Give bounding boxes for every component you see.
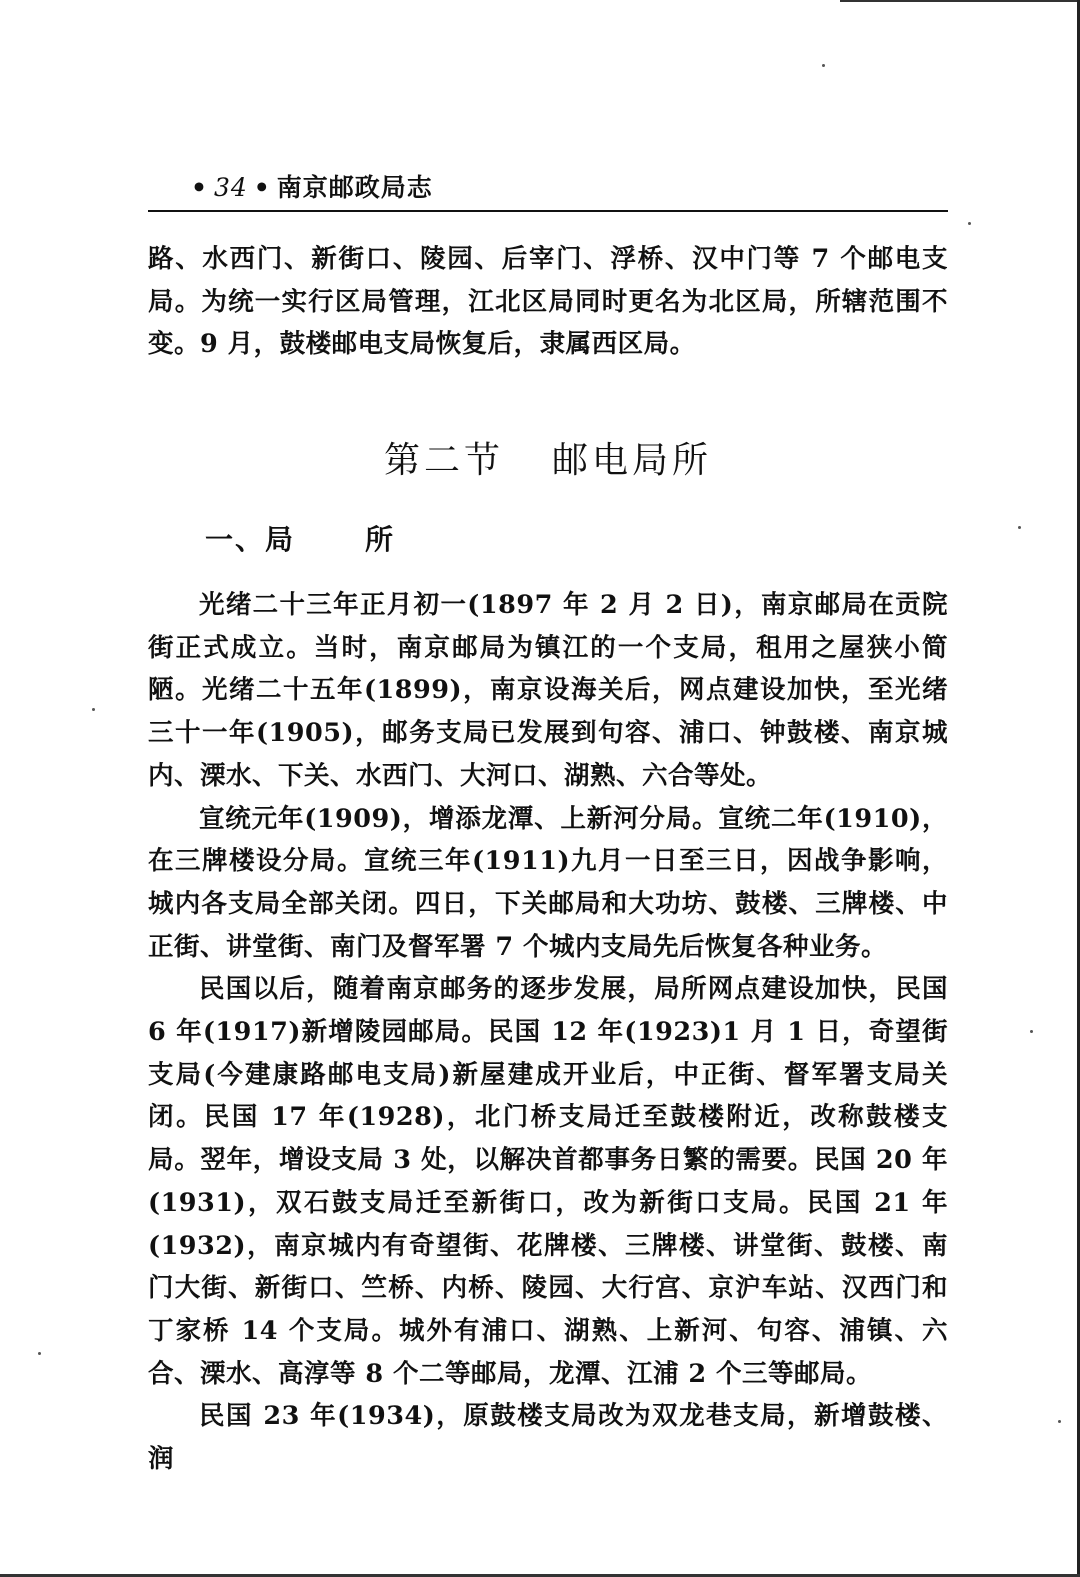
main-text — [148, 584, 948, 1481]
scan-edge-top — [840, 0, 1080, 2]
scan-speck — [1058, 1420, 1061, 1423]
page-number: 34 — [213, 173, 248, 202]
scan-speck — [1018, 526, 1021, 529]
section-heading — [148, 432, 948, 483]
scan-speck — [38, 1352, 41, 1355]
body-paragraph: 光绪二十三年正月初一(1897 年 2 月 2 日)，南京邮局在贡院街正式成立。当时，南京邮局为镇江的一个支局，租用之屋狭小简陋。光绪二十五年(1899)，南京设海关后，网点建设加快，至光绪三十一年(1905)，邮务支局已发展到句容、浦口、钟鼓楼、南京城内、溧水、下关、水西门、大河口、湖熟、六合等处。 — [148, 590, 948, 791]
header-bullet: • — [191, 173, 208, 202]
continuation-paragraph: 路、水西门、新街口、陵园、后宰门、浮桥、汉中门等 7 个邮电支局。为统一实行区局管理，江北区局同时更名为北区局，所辖范围不变。9 月，鼓楼邮电支局恢复后，隶属西区局。 — [148, 244, 948, 360]
scan-speck — [1030, 1030, 1033, 1033]
header-rule — [148, 210, 948, 212]
scan-speck — [92, 708, 95, 711]
subsection-number: 一、局 — [205, 523, 296, 556]
continuation-block — [148, 238, 948, 366]
section-number: 第二节 — [383, 440, 504, 481]
scan-speck — [968, 222, 971, 225]
body-paragraph: 民国以后，随着南京邮务的逐步发展，局所网点建设加快，民国 6 年(1917)新增陵园邮局。民国 12 年(1923)1 月 1 日，奇望街支局(今建康路邮电支局)新屋建成开业后，中正街、督军署支局关闭。民国 17 年(1928)，北门桥支局迁至鼓楼附近，改称鼓楼支局。翌年，增设支局 3 处，以解决首都事务日繁的需要。民国 20 年(1931)，双石鼓支局迁至新街口，改为新街口支局。民国 21 年(1932)，南京城内有奇望街、花牌楼、三牌楼、讲堂街、鼓楼、南门大街、新街口、竺桥、内桥、陵园、大行宫、京沪车站、汉西门和丁家桥 14 个支局。城外有浦口、湖熟、上新河、句容、浦镇、六合、溧水、高淳等 8 个二等邮局，龙潭、江浦 2 个三等邮局。 — [148, 974, 948, 1389]
subsection-title: 所 — [365, 523, 396, 556]
book-title: 南京邮政局志 — [276, 173, 433, 202]
body-paragraph: 宣统元年(1909)，增添龙潭、上新河分局。宣统二年(1910)，在三牌楼设分局。宣统三年(1911)九月一日至三日，因战争影响，城内各支局全部关闭。四日，下关邮局和大功坊、鼓楼、三牌楼、中正街、讲堂街、南门及督军署 7 个城内支局先后恢复各种业务。 — [148, 803, 948, 962]
header-bullet: • — [253, 173, 271, 202]
subsection-heading — [205, 518, 395, 558]
scan-speck — [822, 64, 825, 67]
section-title: 邮电局所 — [552, 440, 713, 481]
running-header — [185, 168, 950, 208]
body-paragraph: 民国 23 年(1934)，原鼓楼支局改为双龙巷支局，新增鼓楼、润 — [148, 1401, 948, 1475]
